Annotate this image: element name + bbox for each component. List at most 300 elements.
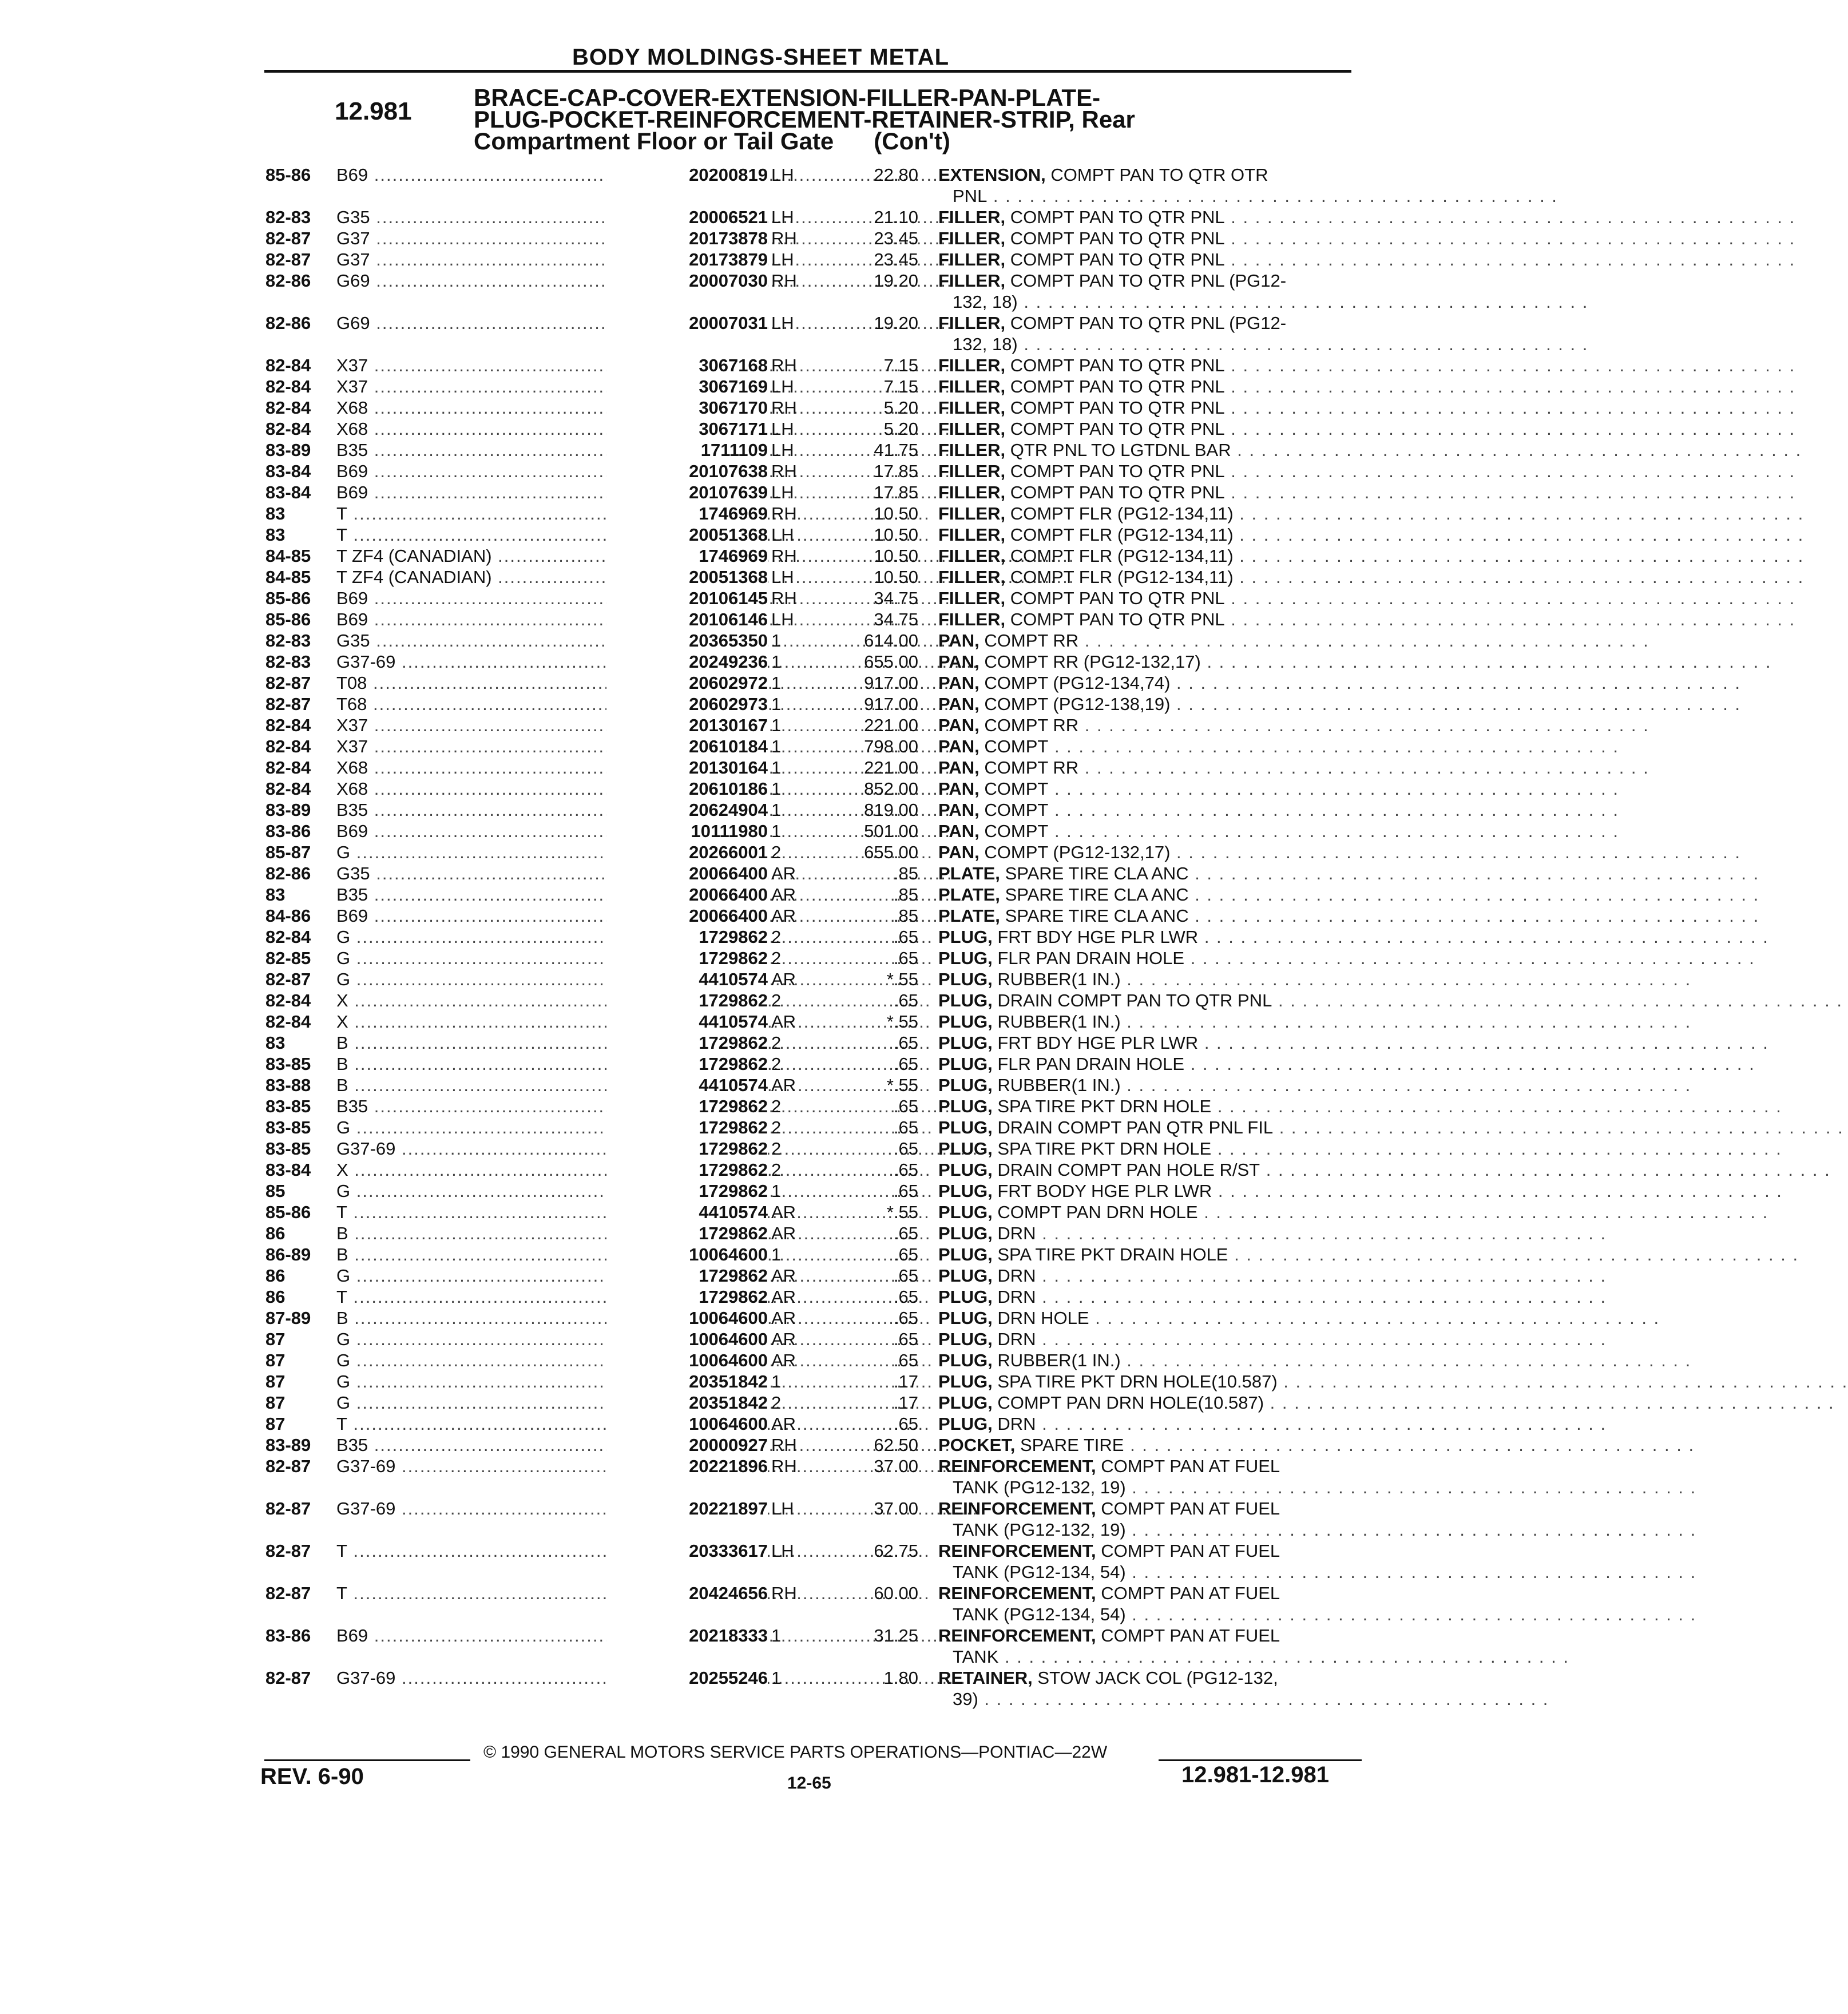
part-name: REINFORCEMENT, (938, 1626, 1096, 1646)
table-row (0, 588, 1796, 609)
part-name: PLUG, (938, 927, 993, 947)
part-number: 10064600 (606, 1308, 768, 1329)
table-row (0, 376, 1796, 398)
part-name: FILLER, (938, 228, 1006, 248)
header-rule (264, 70, 1351, 73)
table-row-continuation (0, 1689, 1549, 1710)
table-row (0, 1160, 1831, 1181)
description-text: DRN (997, 1414, 1036, 1434)
quantity: AR (771, 1414, 796, 1434)
table-row (0, 736, 1619, 758)
description: PLATE, SPARE TIRE CLA ANC . . . . . . . . . . . . . . . . . . . . . . . . . . . . . . . . . . . . . . . . . . . . . . . (938, 885, 1760, 905)
part-name: FILLER, (938, 525, 1006, 545)
body-style: G ..... (336, 1266, 640, 1286)
part-number: 1729862 (606, 1117, 768, 1138)
quantity: AR (771, 1075, 796, 1095)
description-text: COMPT (984, 779, 1049, 799)
model-years: 82-87 (265, 1456, 311, 1476)
price: 10.50 (874, 504, 918, 524)
body-style: G ..... (336, 927, 640, 947)
model-years: 85-87 (265, 842, 311, 862)
model-years: 83-86 (265, 1626, 311, 1646)
body-style: B35 ..... (336, 440, 640, 461)
description: PLATE, SPARE TIRE CLA ANC . . . . . . . . . . . . . . . . . . . . . . . . . . . . . . . . . . . . . . . . . . . . . . . (938, 863, 1760, 883)
body-style: B35 ..... (336, 885, 640, 905)
continuation-text: TANK (953, 1647, 999, 1667)
table-row (0, 228, 1796, 249)
model-years: 82-84 (265, 758, 311, 778)
table-row (0, 694, 1742, 715)
part-number: 20266001 (606, 842, 768, 863)
table-row (0, 1393, 1835, 1414)
price: .65 (893, 1054, 918, 1074)
part-name: PLUG, (938, 1012, 993, 1032)
body-style: T ..... (336, 525, 640, 545)
body-style: B69 ..... (336, 906, 640, 926)
description: FILLER, QTR PNL TO LGTDNL BAR . . . . . . . . . . . . . . . . . . . . . . . . . . . . . . . . . . . . . . . . . . . . . . . (938, 440, 1802, 460)
price: 917.00 (864, 673, 918, 693)
table-row-continuation (0, 334, 1589, 355)
table-row (0, 1329, 1607, 1350)
part-name: PLUG, (938, 1350, 993, 1370)
part-number: 20066400 (606, 906, 768, 926)
body-style: G ..... (336, 1181, 640, 1202)
model-years: 85-86 (265, 165, 311, 185)
body-style: G37-69 ..... (336, 1456, 640, 1477)
part-number: 3067168 (606, 355, 768, 376)
body-style: X68 ..... (336, 758, 640, 778)
quantity: RH (771, 546, 797, 566)
table-row (0, 1139, 1782, 1160)
part-name: PAN, (938, 736, 979, 756)
table-row (0, 1498, 1446, 1520)
price: 1.80 (883, 1668, 918, 1688)
quantity: LH (771, 482, 794, 502)
body-style: G37 ..... (336, 249, 640, 270)
body-style: G35 ..... (336, 863, 640, 884)
part-name: PLATE, (938, 906, 1000, 926)
part-name: FILLER, (938, 271, 1006, 291)
description: PLUG, FRT BODY HGE PLR LWR . . . . . . . . . . . . . . . . . . . . . . . . . . . . . . . . . . . . . . . . . . . . . . . (938, 1181, 1783, 1201)
price: .65 (893, 1308, 918, 1328)
part-name: FILLER, (938, 440, 1006, 460)
part-name: PLUG, (938, 1329, 993, 1349)
section-heading (474, 84, 1366, 154)
table-row (0, 842, 1742, 863)
price: 41.75 (874, 440, 918, 460)
part-number: 4410574 (606, 969, 768, 990)
description: FILLER, COMPT FLR (PG12-134,11) . . . . . . . . . . . . . . . . . . . . . . . . . . . . . . . . . . . . . . . . . . . . . . . (938, 504, 1805, 524)
model-years: 82-87 (265, 969, 311, 989)
price: 19.20 (874, 313, 918, 333)
description (938, 313, 1353, 334)
body-style: T ..... (336, 1287, 640, 1307)
description-text: COMPT PAN TO QTR PNL (1010, 376, 1225, 397)
body-style: T ..... (336, 1414, 640, 1434)
description-text: COMPT PAN TO QTR PNL (1010, 207, 1225, 227)
description-continuation: TANK (PG12-134, 54) . . . . . . . . . . . . . . . . . . . . . . . . . . . . . . . . . . . . . . . . . . . . . . . (953, 1562, 1697, 1582)
table-row (0, 1626, 1446, 1647)
table-row (0, 398, 1796, 419)
part-number: 4410574 (606, 1075, 768, 1096)
table-row (0, 863, 1760, 885)
price: .65 (893, 1350, 918, 1370)
body-style: X68 ..... (336, 779, 640, 799)
price: 798.00 (864, 736, 918, 756)
price: .65 (893, 1160, 918, 1180)
table-row-continuation (0, 1477, 1697, 1498)
part-name: FILLER, (938, 249, 1006, 269)
model-years: 85-86 (265, 1202, 311, 1222)
description-text: RUBBER(1 IN.) (997, 1075, 1121, 1095)
body-style: B35 ..... (336, 1435, 640, 1456)
part-name: REINFORCEMENT, (938, 1498, 1096, 1519)
part-name: FILLER, (938, 504, 1006, 524)
part-name: POCKET, (938, 1435, 1016, 1455)
body-style: G37-69 ..... (336, 652, 640, 672)
table-row (0, 1096, 1782, 1117)
body-style: G ..... (336, 948, 640, 969)
description (938, 1456, 1353, 1477)
model-years: 87 (265, 1350, 285, 1370)
model-years: 83-84 (265, 461, 311, 481)
part-number: 20255246 (606, 1668, 768, 1688)
quantity: RH (771, 271, 797, 291)
body-style: B69 ..... (336, 588, 640, 609)
description-text: SPA TIRE PKT DRN HOLE (997, 1139, 1212, 1159)
part-name: PAN, (938, 694, 979, 714)
body-style: T ..... (336, 1541, 640, 1561)
model-years: 84-86 (265, 906, 311, 926)
price: 37.00 (874, 1498, 918, 1519)
table-row (0, 249, 1796, 271)
part-name: PLUG, (938, 1096, 993, 1116)
model-years: 82-84 (265, 779, 311, 799)
price: *.55 (886, 969, 918, 989)
description-text: COMPT FLR (PG12-134,11) (1010, 525, 1234, 545)
description-text: SPA TIRE PKT DRAIN HOLE (997, 1244, 1228, 1264)
model-years: 85-86 (265, 588, 311, 608)
description: PAN, COMPT RR . . . . . . . . . . . . . . . . . . . . . . . . . . . . . . . . . . . . . . . . . . . . . . . (938, 715, 1649, 735)
table-row (0, 482, 1796, 504)
part-number: 20351842 (606, 1393, 768, 1413)
description-text: COMPT PAN TO QTR PNL (PG12- (1010, 271, 1287, 291)
description: PLATE, SPARE TIRE CLA ANC . . . . . . . . . . . . . . . . . . . . . . . . . . . . . . . . . . . . . . . . . . . . . . . (938, 906, 1760, 926)
footer-copyright: © 1990 GENERAL MOTORS SERVICE PARTS OPERATIONS—PONTIAC—22W (483, 1743, 1108, 1762)
quantity: 1 (771, 631, 782, 651)
model-years: 82-86 (265, 863, 311, 883)
model-years: 82-85 (265, 948, 311, 968)
body-style: X ..... (336, 1160, 640, 1180)
section-heading-line: BRACE-CAP-COVER-EXTENSION-FILLER-PAN-PLATE- (474, 84, 1101, 111)
table-row (0, 1202, 1769, 1223)
description-continuation: TANK (PG12-132, 19) . . . . . . . . . . . . . . . . . . . . . . . . . . . . . . . . . . . . . . . . . . . . . . . (953, 1477, 1697, 1497)
quantity: AR (771, 1329, 796, 1349)
part-number: 20424656 (606, 1583, 768, 1604)
table-row-continuation (0, 1562, 1697, 1583)
price: 655.00 (864, 652, 918, 672)
table-row (0, 1308, 1660, 1329)
description-text: COMPT PAN AT FUEL (1101, 1626, 1280, 1646)
part-number: 3067169 (606, 376, 768, 397)
description-text: COMPT RR (984, 715, 1079, 735)
model-years: 83-89 (265, 440, 311, 460)
price: 10.50 (874, 525, 918, 545)
price: .65 (893, 1139, 918, 1159)
part-number: 3067170 (606, 398, 768, 418)
part-number: 1729862 (606, 1096, 768, 1117)
quantity: RH (771, 588, 797, 608)
part-number: 1729862 (606, 1139, 768, 1159)
part-number: 1746969 (606, 504, 768, 524)
description-continuation: TANK . . . . . . . . . . . . . . . . . . . . . . . . . . . . . . . . . . . . . . . . . . . . . . . (953, 1647, 1569, 1667)
table-row (0, 1075, 1692, 1096)
table-row-continuation (0, 1604, 1697, 1626)
part-number: 10064600 (606, 1244, 768, 1265)
body-style: B35 ..... (336, 800, 640, 820)
table-row (0, 419, 1796, 440)
price: .65 (893, 990, 918, 1010)
quantity: AR (771, 906, 796, 926)
quantity: AR (771, 1223, 796, 1243)
part-number: 20107638 (606, 461, 768, 482)
part-number: 20610186 (606, 779, 768, 799)
description-text: COMPT RR (984, 758, 1079, 778)
body-style: X ..... (336, 1012, 640, 1032)
description-text: COMPT (PG12-134,74) (984, 673, 1171, 693)
body-style: G ..... (336, 1371, 640, 1392)
description-text: FRT BODY HGE PLR LWR (997, 1181, 1212, 1201)
price: 7.15 (883, 376, 918, 397)
part-number: 1729862 (606, 990, 768, 1011)
part-number: 1711109 (606, 440, 768, 461)
body-style: G37-69 ..... (336, 1498, 640, 1519)
price: 34.75 (874, 609, 918, 629)
body-style: X37 ..... (336, 736, 640, 757)
description-text: COMPT (984, 821, 1049, 841)
model-years: 82-84 (265, 1012, 311, 1032)
description-text: RUBBER(1 IN.) (997, 1350, 1121, 1370)
price: .65 (893, 1266, 918, 1286)
part-name: FILLER, (938, 461, 1006, 481)
table-row (0, 673, 1742, 694)
model-years: 82-86 (265, 271, 311, 291)
part-name: PLUG, (938, 1414, 993, 1434)
description-continuation: PNL . . . . . . . . . . . . . . . . . . . . . . . . . . . . . . . . . . . . . . . . . . . . . . . (953, 186, 1558, 206)
model-years: 82-87 (265, 228, 311, 248)
model-years: 82-83 (265, 207, 311, 227)
description: PLUG, DRN . . . . . . . . . . . . . . . . . . . . . . . . . . . . . . . . . . . . . . . . . . . . . . . (938, 1329, 1607, 1349)
table-row (0, 990, 1843, 1012)
description-text: STOW JACK COL (PG12-132, (1037, 1668, 1278, 1688)
description-text: SPARE TIRE CLA ANC (1005, 863, 1189, 883)
body-style: B35 ..... (336, 1096, 640, 1117)
description-text: COMPT PAN TO QTR PNL (1010, 461, 1225, 481)
description: FILLER, COMPT PAN TO QTR PNL . . . . . . . . . . . . . . . . . . . . . . . . . . . . . . . . . . . . . . . . . . . . . . . (938, 207, 1796, 227)
model-years: 83-84 (265, 1160, 311, 1180)
description-text: FLR PAN DRAIN HOLE (997, 1054, 1185, 1074)
model-years: 82-84 (265, 376, 311, 397)
quantity: RH (771, 228, 797, 248)
part-name: PAN, (938, 842, 979, 862)
quantity: 2 (771, 948, 782, 968)
part-name: PLUG, (938, 1139, 993, 1159)
table-row (0, 1435, 1695, 1456)
description: FILLER, COMPT PAN TO QTR PNL . . . . . . . . . . . . . . . . . . . . . . . . . . . . . . . . . . . . . . . . . . . . . . . (938, 376, 1796, 397)
part-name: PAN, (938, 631, 979, 651)
model-years: 84-85 (265, 546, 311, 566)
price: .65 (893, 1033, 918, 1053)
description: PLUG, FLR PAN DRAIN HOLE . . . . . . . . . . . . . . . . . . . . . . . . . . . . . . . . . . . . . . . . . . . . . . . (938, 948, 1755, 968)
part-name: PLUG, (938, 1266, 993, 1286)
quantity: RH (771, 398, 797, 418)
part-number: 20221896 (606, 1456, 768, 1477)
description: PLUG, DRN . . . . . . . . . . . . . . . . . . . . . . . . . . . . . . . . . . . . . . . . . . . . . . . (938, 1287, 1607, 1307)
quantity: LH (771, 249, 794, 269)
table-row (0, 758, 1649, 779)
part-name: PLUG, (938, 1202, 993, 1222)
description: FILLER, COMPT PAN TO QTR PNL . . . . . . . . . . . . . . . . . . . . . . . . . . . . . . . . . . . . . . . . . . . . . . . (938, 355, 1796, 375)
description: PAN, COMPT RR . . . . . . . . . . . . . . . . . . . . . . . . . . . . . . . . . . . . . . . . . . . . . . . (938, 758, 1649, 778)
description-continuation: 39) . . . . . . . . . . . . . . . . . . . . . . . . . . . . . . . . . . . . . . . . . . . . . . . (953, 1689, 1549, 1709)
description-continuation: TANK (PG12-134, 54) . . . . . . . . . . . . . . . . . . . . . . . . . . . . . . . . . . . . . . . . . . . . . . . (953, 1604, 1697, 1624)
part-number: 20130164 (606, 758, 768, 778)
description (938, 271, 1353, 291)
part-name: EXTENSION, (938, 165, 1046, 185)
table-row (0, 567, 1805, 588)
quantity: 1 (771, 1244, 782, 1264)
description: PAN, COMPT RR (PG12-132,17) . . . . . . . . . . . . . . . . . . . . . . . . . . . . . . . . . . . . . . . . . . . . . . . (938, 652, 1772, 672)
description-text: QTR PNL TO LGTDNL BAR (1010, 440, 1231, 460)
quantity: RH (771, 355, 797, 375)
part-name: PLUG, (938, 1181, 993, 1201)
part-number: 20066400 (606, 885, 768, 905)
description-text: DRN (997, 1266, 1036, 1286)
description: PLUG, DRAIN COMPT PAN HOLE R/ST . . . . . . . . . . . . . . . . . . . . . . . . . . . . . . . . . . . . . . . . . . . . . . . (938, 1160, 1831, 1180)
quantity: RH (771, 504, 797, 524)
part-number: 20200819 (606, 165, 768, 185)
price: 501.00 (864, 821, 918, 841)
description-text: COMPT PAN AT FUEL (1101, 1456, 1280, 1476)
body-style: G ..... (336, 1329, 640, 1350)
quantity: AR (771, 1202, 796, 1222)
description-text: COMPT FLR (PG12-134,11) (1010, 567, 1234, 587)
body-style: B ..... (336, 1308, 640, 1329)
quantity: 1 (771, 1371, 782, 1391)
table-row-continuation (0, 292, 1589, 313)
part-number: 1729862 (606, 1266, 768, 1286)
part-name: FILLER, (938, 482, 1006, 502)
price: .65 (893, 1287, 918, 1307)
quantity: 2 (771, 1096, 782, 1116)
price: 917.00 (864, 694, 918, 714)
part-name: PLUG, (938, 1160, 993, 1180)
description-text: COMPT (984, 736, 1049, 756)
part-number: 4410574 (606, 1012, 768, 1032)
price: 21.10 (874, 207, 918, 227)
description-text: COMPT PAN DRN HOLE(10.587) (997, 1393, 1264, 1413)
model-years: 82-84 (265, 398, 311, 418)
model-years: 87 (265, 1393, 285, 1413)
description: FILLER, COMPT PAN TO QTR PNL . . . . . . . . . . . . . . . . . . . . . . . . . . . . . . . . . . . . . . . . . . . . . . . (938, 228, 1796, 248)
price: .65 (893, 927, 918, 947)
description-continuation: TANK (PG12-132, 19) . . . . . . . . . . . . . . . . . . . . . . . . . . . . . . . . . . . . . . . . . . . . . . . (953, 1520, 1697, 1540)
price: .65 (893, 1181, 918, 1201)
part-name: PLUG, (938, 990, 993, 1010)
quantity: LH (771, 440, 794, 460)
table-row (0, 1054, 1755, 1075)
body-style: G37-69 ..... (336, 1668, 640, 1688)
model-years: 83 (265, 885, 285, 905)
description-text: DRN HOLE (997, 1308, 1089, 1328)
body-style: G35 ..... (336, 207, 640, 228)
price: .17 (893, 1393, 918, 1413)
table-row (0, 440, 1802, 461)
part-name: PAN, (938, 715, 979, 735)
quantity: AR (771, 1350, 796, 1370)
description: PLUG, RUBBER(1 IN.) . . . . . . . . . . . . . . . . . . . . . . . . . . . . . . . . . . . . . . . . . . . . . . . (938, 1075, 1692, 1095)
table-row (0, 1033, 1769, 1054)
quantity: AR (771, 1266, 796, 1286)
section-number: 12.981 (335, 97, 412, 125)
table-row (0, 1244, 1799, 1266)
description (938, 1626, 1353, 1646)
price: 221.00 (864, 758, 918, 778)
model-years: 82-84 (265, 736, 311, 756)
quantity: 1 (771, 1181, 782, 1201)
price: *.55 (886, 1202, 918, 1222)
continuation-text: 39) (953, 1689, 978, 1709)
part-name: PLUG, (938, 1244, 993, 1264)
description-text: SPA TIRE PKT DRN HOLE(10.587) (997, 1371, 1278, 1391)
body-style: B ..... (336, 1223, 640, 1244)
model-years: 82-87 (265, 1583, 311, 1603)
part-name: PLUG, (938, 969, 993, 989)
description-text: FRT BDY HGE PLR LWR (997, 927, 1199, 947)
model-years: 82-84 (265, 715, 311, 735)
body-style: T ZF4 (CANADIAN) ..... (336, 546, 640, 566)
description (938, 165, 1353, 185)
description: PLUG, RUBBER(1 IN.) . . . . . . . . . . . . . . . . . . . . . . . . . . . . . . . . . . . . . . . . . . . . . . . (938, 969, 1692, 989)
body-style: B69 ..... (336, 461, 640, 482)
body-style: G37 ..... (336, 228, 640, 249)
table-row (0, 525, 1805, 546)
body-style: G37-69 ..... (336, 1139, 640, 1159)
continuation-text: TANK (PG12-134, 54) (953, 1562, 1126, 1582)
table-row (0, 969, 1692, 990)
description-text: COMPT PAN AT FUEL (1101, 1498, 1280, 1519)
part-name: PLUG, (938, 1223, 993, 1243)
description-text: COMPT RR (984, 631, 1079, 651)
description (938, 1541, 1353, 1561)
description: FILLER, COMPT PAN TO QTR PNL . . . . . . . . . . . . . . . . . . . . . . . . . . . . . . . . . . . . . . . . . . . . . . . (938, 249, 1796, 269)
part-name: FILLER, (938, 609, 1006, 629)
part-number: 4410574 (606, 1202, 768, 1223)
body-style: G ..... (336, 1117, 640, 1138)
model-years: 86 (265, 1223, 285, 1243)
model-years: 86-89 (265, 1244, 311, 1264)
description: FILLER, COMPT FLR (PG12-134,11) . . . . . . . . . . . . . . . . . . . . . . . . . . . . . . . . . . . . . . . . . . . . . . . (938, 567, 1805, 587)
description-text: COMPT FLR (PG12-134,11) (1010, 546, 1234, 566)
model-years: 87 (265, 1371, 285, 1391)
model-years: 82-84 (265, 355, 311, 375)
quantity: 1 (771, 736, 782, 756)
body-style: B69 ..... (336, 165, 640, 185)
table-row (0, 1181, 1783, 1202)
body-style: G69 ..... (336, 313, 640, 334)
part-number: 20173878 (606, 228, 768, 249)
quantity: LH (771, 1541, 794, 1561)
